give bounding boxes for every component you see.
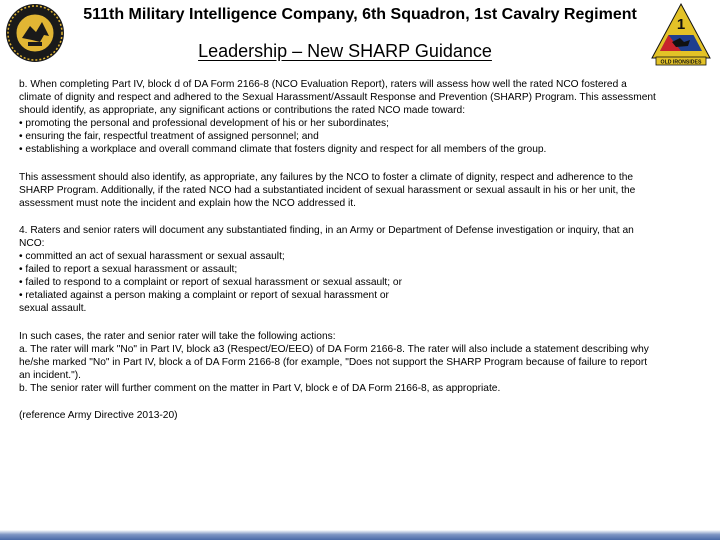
text-line: he/she marked "No" in Part IV, block a of DA Form 2166-8 (for example, "Does not support the SHARP Program because of failure to report [19, 356, 648, 368]
patch-number: 1 [676, 16, 686, 33]
text-line: In such cases, the rater and senior rater will take the following actions: [19, 330, 336, 342]
text-line: NCO: [19, 237, 45, 249]
list-item: • failed to report a sexual harassment or assault; [19, 264, 238, 276]
list-item: • failed to respond to a complaint or report of sexual harassment or sexual assault; or [19, 277, 402, 289]
paragraph-reference [19, 409, 709, 422]
page-title: 511th Military Intelligence Company, 6th Squadron, 1st Cavalry Regiment [83, 6, 637, 23]
paragraph-substantiated-findings [19, 224, 709, 316]
list-item: • committed an act of sexual harassment or sexual assault; [19, 251, 285, 263]
list-item: • promoting the personal and professional development of his or her subordinates; [19, 118, 389, 130]
text-line: a. The rater will mark "No" in Part IV, block a3 (Respect/EO/EEO) of DA Form 2166-8. The rater will also include a statement describing why [19, 343, 649, 355]
text-line: 4. Raters and senior raters will document any substantiated finding, in an Army or Department of Defense investigation or inquiry, that an [19, 224, 634, 236]
footer-bar [0, 530, 720, 540]
text-line: This assessment should also identify, as appropriate, any failures by the NCO to foster a climate of dignity, respect and adherence to the [19, 171, 634, 183]
first-armored-division-patch-icon [650, 2, 712, 66]
paragraph-required-actions [19, 330, 709, 395]
text-line: b. When completing Part IV, block d of DA Form 2166-8 (NCO Evaluation Report), raters will assess how well the rated NCO fostered a [19, 79, 627, 90]
patch-banner: OLD IRONSIDES [660, 59, 702, 66]
text-line: b. The senior rater will further comment on the matter in Part V, block e of DA Form 2166-8, as appropriate. [19, 382, 501, 394]
text-line: sexual assault. [19, 303, 87, 315]
body-text [19, 78, 709, 436]
list-item: • ensuring the fair, respectful treatment of assigned personnel; and [19, 131, 319, 143]
text-line: assessment must note the incident and explain how the NCO addressed it. [19, 197, 356, 209]
paragraph-failures [19, 171, 709, 210]
list-item: • retaliated against a person making a complaint or report of sexual harassment or [19, 290, 389, 302]
reference-line: (reference Army Directive 2013-20) [19, 409, 178, 421]
text-line: SHARP Program. Additionally, if the rated NCO had a substantiated incident of sexual harassment or sexual assault in his or her unit, the [19, 184, 636, 196]
text-line: climate of dignity and respect and adhered to the Sexual Harassment/Assault Response and Prevention (SHARP) Program. This assessment [19, 92, 656, 104]
paragraph-ncoer-assessment [19, 78, 709, 157]
text-line: an incident."). [19, 369, 81, 381]
text-line: should identify, as appropriate, any significant actions or contributions the rated NCO made toward: [19, 105, 466, 117]
slide-subtitle: Leadership – New SHARP Guidance [198, 41, 492, 61]
list-item: • establishing a workplace and overall command climate that fosters dignity and respect for all members of the group. [19, 144, 547, 156]
